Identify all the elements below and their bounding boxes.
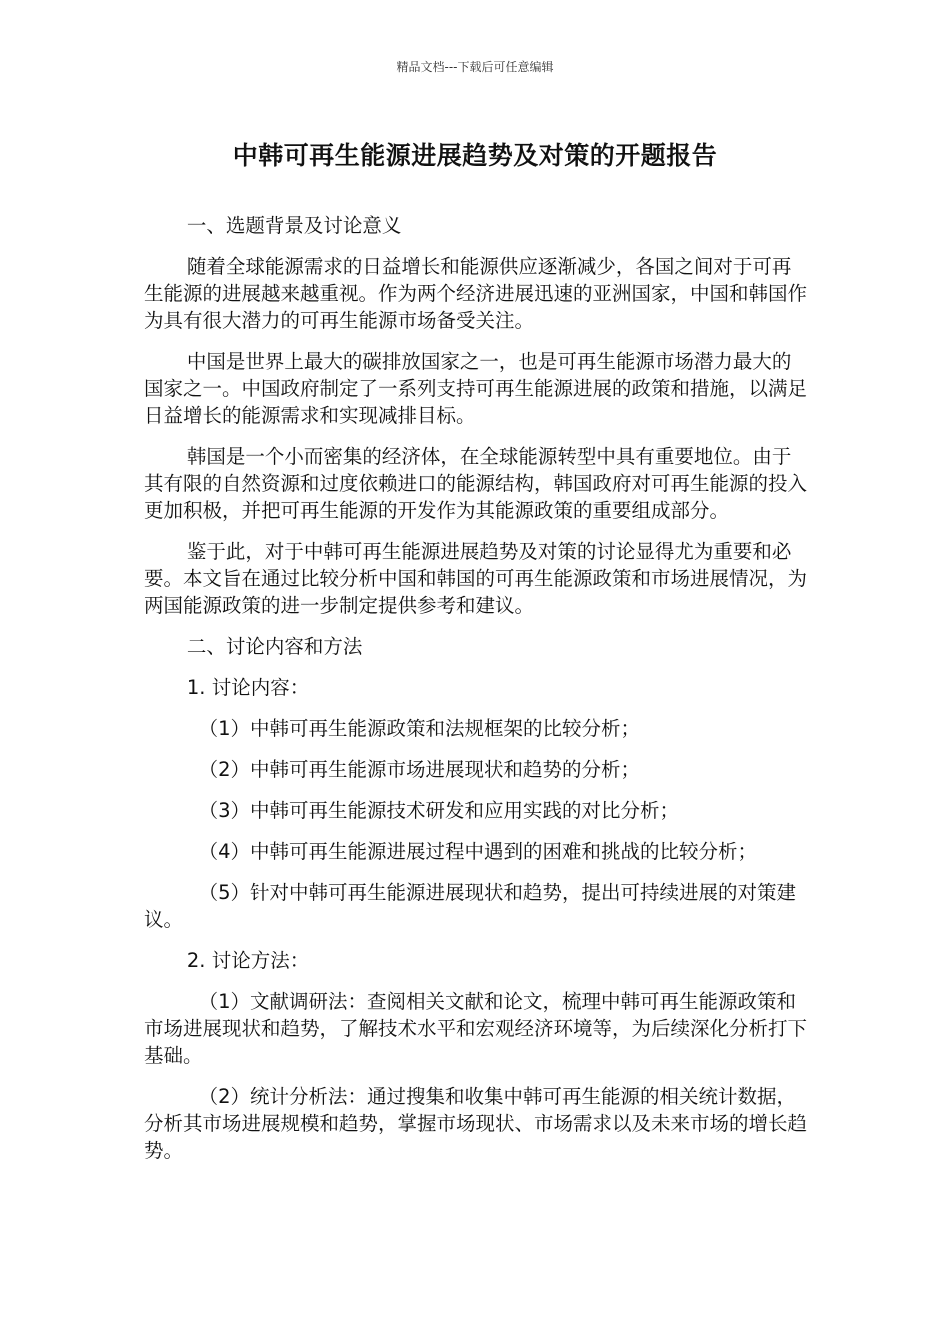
- document-body: [144, 212, 808, 1178]
- section1-paragraph-3: 韩国是一个小而密集的经济体，在全球能源转型中具有重要地位。由于其有限的自然资源和过度依赖进口的能源结构，韩国政府对可再生能源的投入更加积极，并把可再生能源的开发作为其能源政策的重要组成部分。: [144, 445, 808, 522]
- content-item-5: （5）针对中韩可再生能源进展现状和趋势，提出可持续进展的对策建议。: [144, 881, 797, 931]
- content-item-2: （2）中韩可再生能源市场进展现状和趋势的分析；: [198, 758, 641, 781]
- section1-heading: 一、选题背景及讨论意义: [186, 214, 402, 237]
- content-item-3: （3）中韩可再生能源技术研发和应用实践的对比分析；: [198, 799, 680, 822]
- section1-paragraph-4: 鉴于此，对于中韩可再生能源进展趋势及对策的讨论显得尤为重要和必要。本文旨在通过比较分析中国和韩国的可再生能源政策和市场进展情况，为两国能源政策的进一步制定提供参考和建议。: [144, 540, 808, 617]
- header-note: 精品文档---下载后可任意编辑: [396, 60, 554, 74]
- content-heading: 1. 讨论内容：: [186, 676, 310, 699]
- section1-paragraph-1: 随着全球能源需求的日益增长和能源供应逐渐减少，各国之间对于可再生能源的进展越来越重视。作为两个经济进展迅速的亚洲国家，中国和韩国作为具有很大潜力的可再生能源市场备受关注。: [144, 255, 808, 332]
- section1-paragraph-2: 中国是世界上最大的碳排放国家之一，也是可再生能源市场潜力最大的国家之一。中国政府制定了一系列支持可再生能源进展的政策和措施，以满足日益增长的能源需求和实现减排目标。: [144, 350, 808, 427]
- method-item-2: （2）统计分析法：通过搜集和收集中韩可再生能源的相关统计数据，分析其市场进展规模和趋势，掌握市场现状、市场需求以及未来市场的增长趋势。: [144, 1085, 808, 1162]
- content-item-1: （1）中韩可再生能源政策和法规框架的比较分析；: [198, 717, 641, 740]
- section2-heading: 二、讨论内容和方法: [186, 635, 363, 658]
- method-heading: 2. 讨论方法：: [186, 949, 310, 972]
- method-item-1: （1）文献调研法：查阅相关文献和论文，梳理中韩可再生能源政策和市场进展现状和趋势，了解技术水平和宏观经济环境等，为后续深化分析打下基础。: [144, 990, 808, 1067]
- content-item-4: （4）中韩可再生能源进展过程中遇到的困难和挑战的比较分析；: [198, 840, 758, 863]
- document-title: 中韩可再生能源进展趋势及对策的开题报告: [232, 141, 718, 170]
